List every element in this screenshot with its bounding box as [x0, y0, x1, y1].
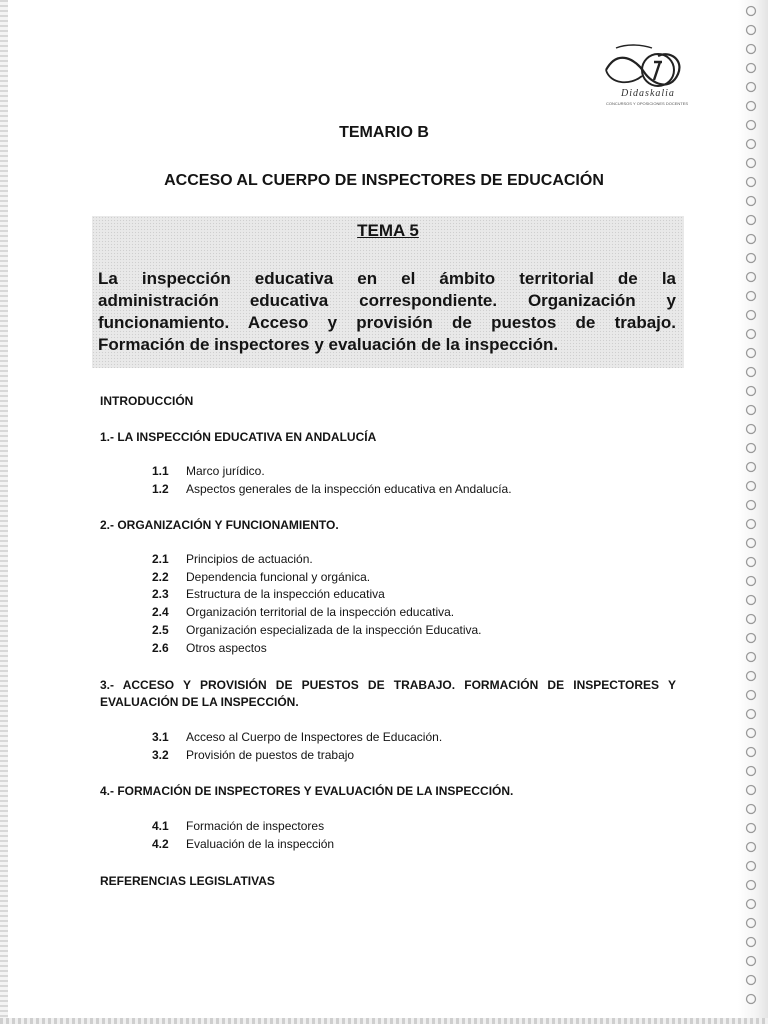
binding-ring-icon — [744, 954, 758, 968]
binding-ring-icon — [744, 289, 758, 303]
scan-bottom-edge — [0, 1018, 768, 1024]
section-3-heading — [100, 677, 676, 711]
binding-ring-icon — [744, 840, 758, 854]
binding-rings — [744, 0, 762, 1024]
binding-ring-icon — [744, 783, 758, 797]
binding-ring-icon — [744, 384, 758, 398]
binding-ring-icon — [744, 365, 758, 379]
intro-heading: INTRODUCCIÓN — [100, 394, 194, 408]
binding-ring-icon — [744, 346, 758, 360]
didaskalia-logo-icon — [596, 40, 688, 120]
binding-ring-icon — [744, 156, 758, 170]
binding-ring-icon — [744, 61, 758, 75]
binding-ring-icon — [744, 574, 758, 588]
item-number: 2.3 — [152, 587, 169, 601]
item-text: Formación de inspectores — [186, 819, 325, 833]
topic-line: La inspección educativa en el ámbito territorial de la — [98, 269, 676, 288]
logo-subtitle: CONCURSOS Y OPOSICIONES DOCENTES — [605, 101, 689, 106]
binding-ring-icon — [744, 327, 758, 341]
list-item — [152, 552, 313, 568]
binding-ring-icon — [744, 536, 758, 550]
list-item — [152, 482, 512, 498]
binding-ring-icon — [744, 213, 758, 227]
binding-ring-icon — [744, 897, 758, 911]
binding-ring-icon — [744, 99, 758, 113]
document-title: TEMARIO B — [339, 124, 429, 141]
item-text: Principios de actuación. — [186, 552, 313, 566]
item-number: 2.4 — [152, 605, 169, 619]
item-number: 3.1 — [152, 730, 169, 744]
binding-ring-icon — [744, 23, 758, 37]
item-text: Marco jurídico. — [186, 464, 265, 478]
binding-ring-icon — [744, 270, 758, 284]
list-item — [152, 730, 442, 746]
binding-ring-icon — [744, 764, 758, 778]
list-item — [152, 570, 370, 586]
binding-ring-icon — [744, 498, 758, 512]
binding-ring-icon — [744, 973, 758, 987]
list-item — [152, 587, 385, 603]
binding-ring-icon — [744, 650, 758, 664]
binding-ring-icon — [744, 916, 758, 930]
binding-ring-icon — [744, 593, 758, 607]
item-text: Aspectos generales de la inspección educativa en Andalucía. — [186, 482, 512, 496]
binding-ring-icon — [744, 859, 758, 873]
binding-ring-icon — [744, 612, 758, 626]
binding-ring-icon — [744, 194, 758, 208]
binding-ring-icon — [744, 80, 758, 94]
list-item — [152, 748, 354, 764]
list-item — [152, 641, 267, 657]
item-number: 2.2 — [152, 570, 169, 584]
item-text: Acceso al Cuerpo de Inspectores de Educación. — [186, 730, 443, 744]
binding-ring-icon — [744, 992, 758, 1006]
binding-ring-icon — [744, 422, 758, 436]
item-text: Estructura de la inspección educativa — [186, 587, 385, 601]
binding-ring-icon — [744, 821, 758, 835]
binding-ring-icon — [744, 4, 758, 18]
item-text: Organización especializada de la inspección Educativa. — [186, 623, 482, 637]
topic-label: TEMA 5 — [357, 221, 419, 240]
section-3-heading-line: EVALUACIÓN DE LA INSPECCIÓN. — [100, 695, 299, 709]
binding-ring-icon — [744, 403, 758, 417]
topic-line: funcionamiento. Acceso y provisión de puestos de trabajo. — [98, 313, 676, 332]
section-2-heading: 2.- ORGANIZACIÓN Y FUNCIONAMIENTO. — [100, 518, 339, 532]
document-subtitle: ACCESO AL CUERPO DE INSPECTORES DE EDUCACIÓN — [164, 172, 604, 189]
item-text: Evaluación de la inspección — [186, 837, 335, 851]
list-item — [152, 464, 265, 480]
item-number: 3.2 — [152, 748, 169, 762]
item-text: Dependencia funcional y orgánica. — [186, 570, 371, 584]
list-item — [152, 837, 334, 853]
topic-line: administración educativa correspondiente. Organización y — [98, 291, 676, 310]
item-number: 2.1 — [152, 552, 169, 566]
section-1-heading: 1.- LA INSPECCIÓN EDUCATIVA EN ANDALUCÍA — [100, 430, 377, 444]
binding-ring-icon — [744, 555, 758, 569]
list-item — [152, 819, 324, 835]
binding-ring-icon — [744, 878, 758, 892]
binding-ring-icon — [744, 460, 758, 474]
section-4-heading: 4.- FORMACIÓN DE INSPECTORES Y EVALUACIÓN DE LA INSPECCIÓN. — [100, 784, 514, 798]
binding-ring-icon — [744, 707, 758, 721]
binding-ring-icon — [744, 669, 758, 683]
topic-line: Formación de inspectores y evaluación de la inspección. — [98, 335, 559, 354]
item-number: 2.6 — [152, 641, 169, 655]
binding-ring-icon — [744, 251, 758, 265]
list-item — [152, 623, 482, 639]
list-item — [152, 605, 454, 621]
binding-ring-icon — [744, 631, 758, 645]
item-text: Organización territorial de la inspección educativa. — [186, 605, 455, 619]
scan-left-edge — [0, 0, 8, 1024]
binding-ring-icon — [744, 935, 758, 949]
binding-ring-icon — [744, 726, 758, 740]
section-3-heading-line: 3.- ACCESO Y PROVISIÓN DE PUESTOS DE TRABAJO. FORMACIÓN DE INSPECTORES Y — [100, 678, 676, 692]
binding-ring-icon — [744, 745, 758, 759]
item-number: 2.5 — [152, 623, 169, 637]
binding-ring-icon — [744, 688, 758, 702]
binding-ring-icon — [744, 802, 758, 816]
item-number: 4.2 — [152, 837, 169, 851]
binding-ring-icon — [744, 517, 758, 531]
topic-description — [98, 268, 676, 356]
item-number: 1.1 — [152, 464, 169, 478]
item-number: 1.2 — [152, 482, 169, 496]
item-text: Provisión de puestos de trabajo — [186, 748, 355, 762]
item-number: 4.1 — [152, 819, 169, 833]
binding-ring-icon — [744, 479, 758, 493]
item-text: Otros aspectos — [186, 641, 267, 655]
references-heading: REFERENCIAS LEGISLATIVAS — [100, 874, 275, 888]
logo-name: Didaskalia — [621, 88, 675, 99]
binding-ring-icon — [744, 308, 758, 322]
binding-ring-icon — [744, 441, 758, 455]
binding-ring-icon — [744, 42, 758, 56]
binding-ring-icon — [744, 232, 758, 246]
